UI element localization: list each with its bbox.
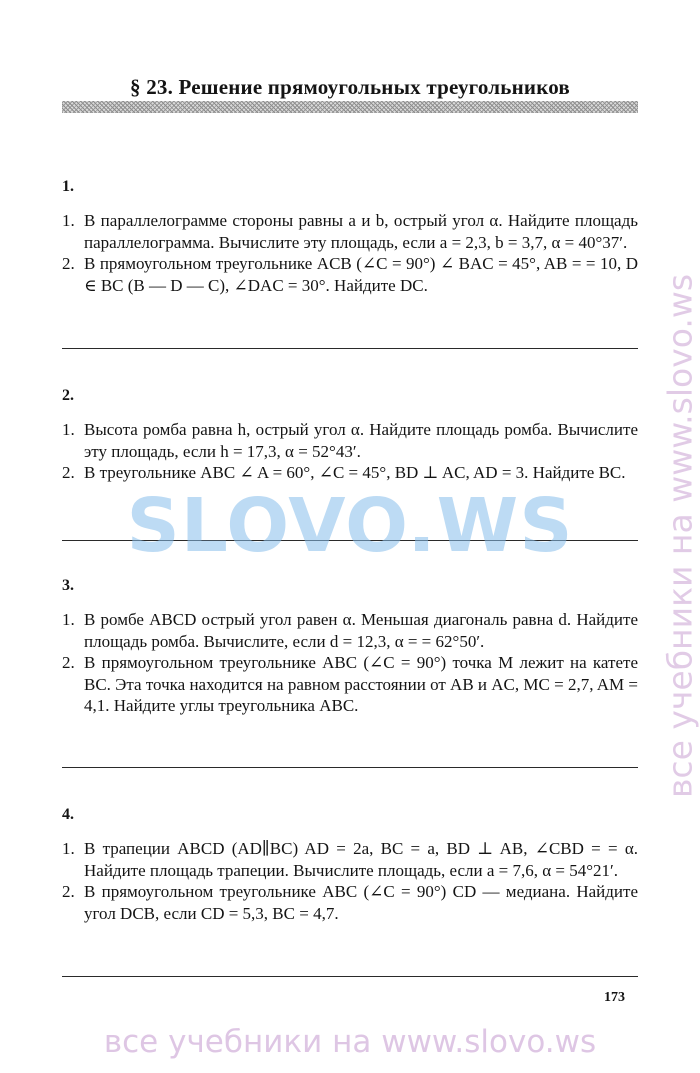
task-text: Высота ромба равна h, острый угол α. Найдите площадь ромба. Вычислите эту площадь, если h = 17,3, α = 52°43′.	[84, 420, 638, 461]
task-item	[62, 609, 638, 652]
variant-3	[62, 577, 638, 717]
task-text: В параллелограмме стороны равны a и b, острый угол α. Найдите площадь параллелограмма. Вычислите эту площадь, если a = 2,3, b = 3,7, α = 40°37′.	[84, 211, 638, 252]
divider-line	[62, 976, 638, 977]
task-text: В ромбе ABCD острый угол равен α. Меньшая диагональ равна d. Найдите площадь ромба. Вычислите, если d = 12,3, α = = 62°50′.	[84, 610, 638, 651]
variant-number: 2.	[62, 387, 74, 404]
task-item	[62, 210, 638, 253]
task-item	[62, 462, 638, 484]
title-hatched-band	[62, 101, 638, 113]
section-header	[62, 74, 638, 113]
task-text: В прямоугольном треугольнике ABC (∠C = 90°) точка M лежит на катете BC. Эта точка находится на равном расстоянии от AB и AC, MC = 2,7, AM = 4,1. Найдите углы треугольника ABC.	[84, 653, 638, 715]
task-number: 1.	[62, 420, 75, 439]
task-number: 2.	[62, 882, 75, 901]
divider-line	[62, 348, 638, 349]
task-item	[62, 253, 638, 296]
variant-4	[62, 806, 638, 924]
task-number: 2.	[62, 254, 75, 273]
task-number: 1.	[62, 211, 75, 230]
watermark-center: SLOVO.WS	[126, 483, 574, 569]
variant-2	[62, 387, 638, 484]
divider-line	[62, 540, 638, 541]
task-item	[62, 838, 638, 881]
task-item	[62, 419, 638, 462]
watermark-side: все учебники на www.slovo.ws	[660, 273, 700, 799]
page-number: 173	[604, 990, 625, 1005]
variant-1	[62, 178, 638, 296]
watermark-bottom: все учебники на www.slovo.ws	[103, 1024, 597, 1060]
section-title: § 23. Решение прямоугольных треугольников	[130, 75, 570, 99]
variant-number: 3.	[62, 577, 74, 594]
task-number: 2.	[62, 463, 75, 482]
task-text: В прямоугольном треугольнике ACB (∠C = 90°) ∠ BAC = 45°, AB = = 10, D ∈ BC (B — D — C), ∠DAC = 30°. Найдите DC.	[84, 254, 638, 295]
task-item	[62, 652, 638, 717]
task-text: В трапеции ABCD (AD∥BC) AD = 2a, BC = a, BD ⊥ AB, ∠CBD = = α. Найдите площадь трапеции. Вычислите площадь, если a = 7,6, α = 54°21′.	[84, 839, 638, 880]
task-item	[62, 881, 638, 924]
task-number: 1.	[62, 610, 75, 629]
divider-line	[62, 767, 638, 768]
variant-number: 4.	[62, 806, 74, 823]
task-number: 1.	[62, 839, 75, 858]
task-text: В прямоугольном треугольнике ABC (∠C = 90°) CD — медиана. Найдите угол DCB, если CD = 5,3, BC = 4,7.	[84, 882, 638, 923]
task-number: 2.	[62, 653, 75, 672]
variant-number: 1.	[62, 178, 74, 195]
task-text: В треугольнике ABC ∠ A = 60°, ∠C = 45°, BD ⊥ AC, AD = 3. Найдите BC.	[84, 463, 626, 482]
